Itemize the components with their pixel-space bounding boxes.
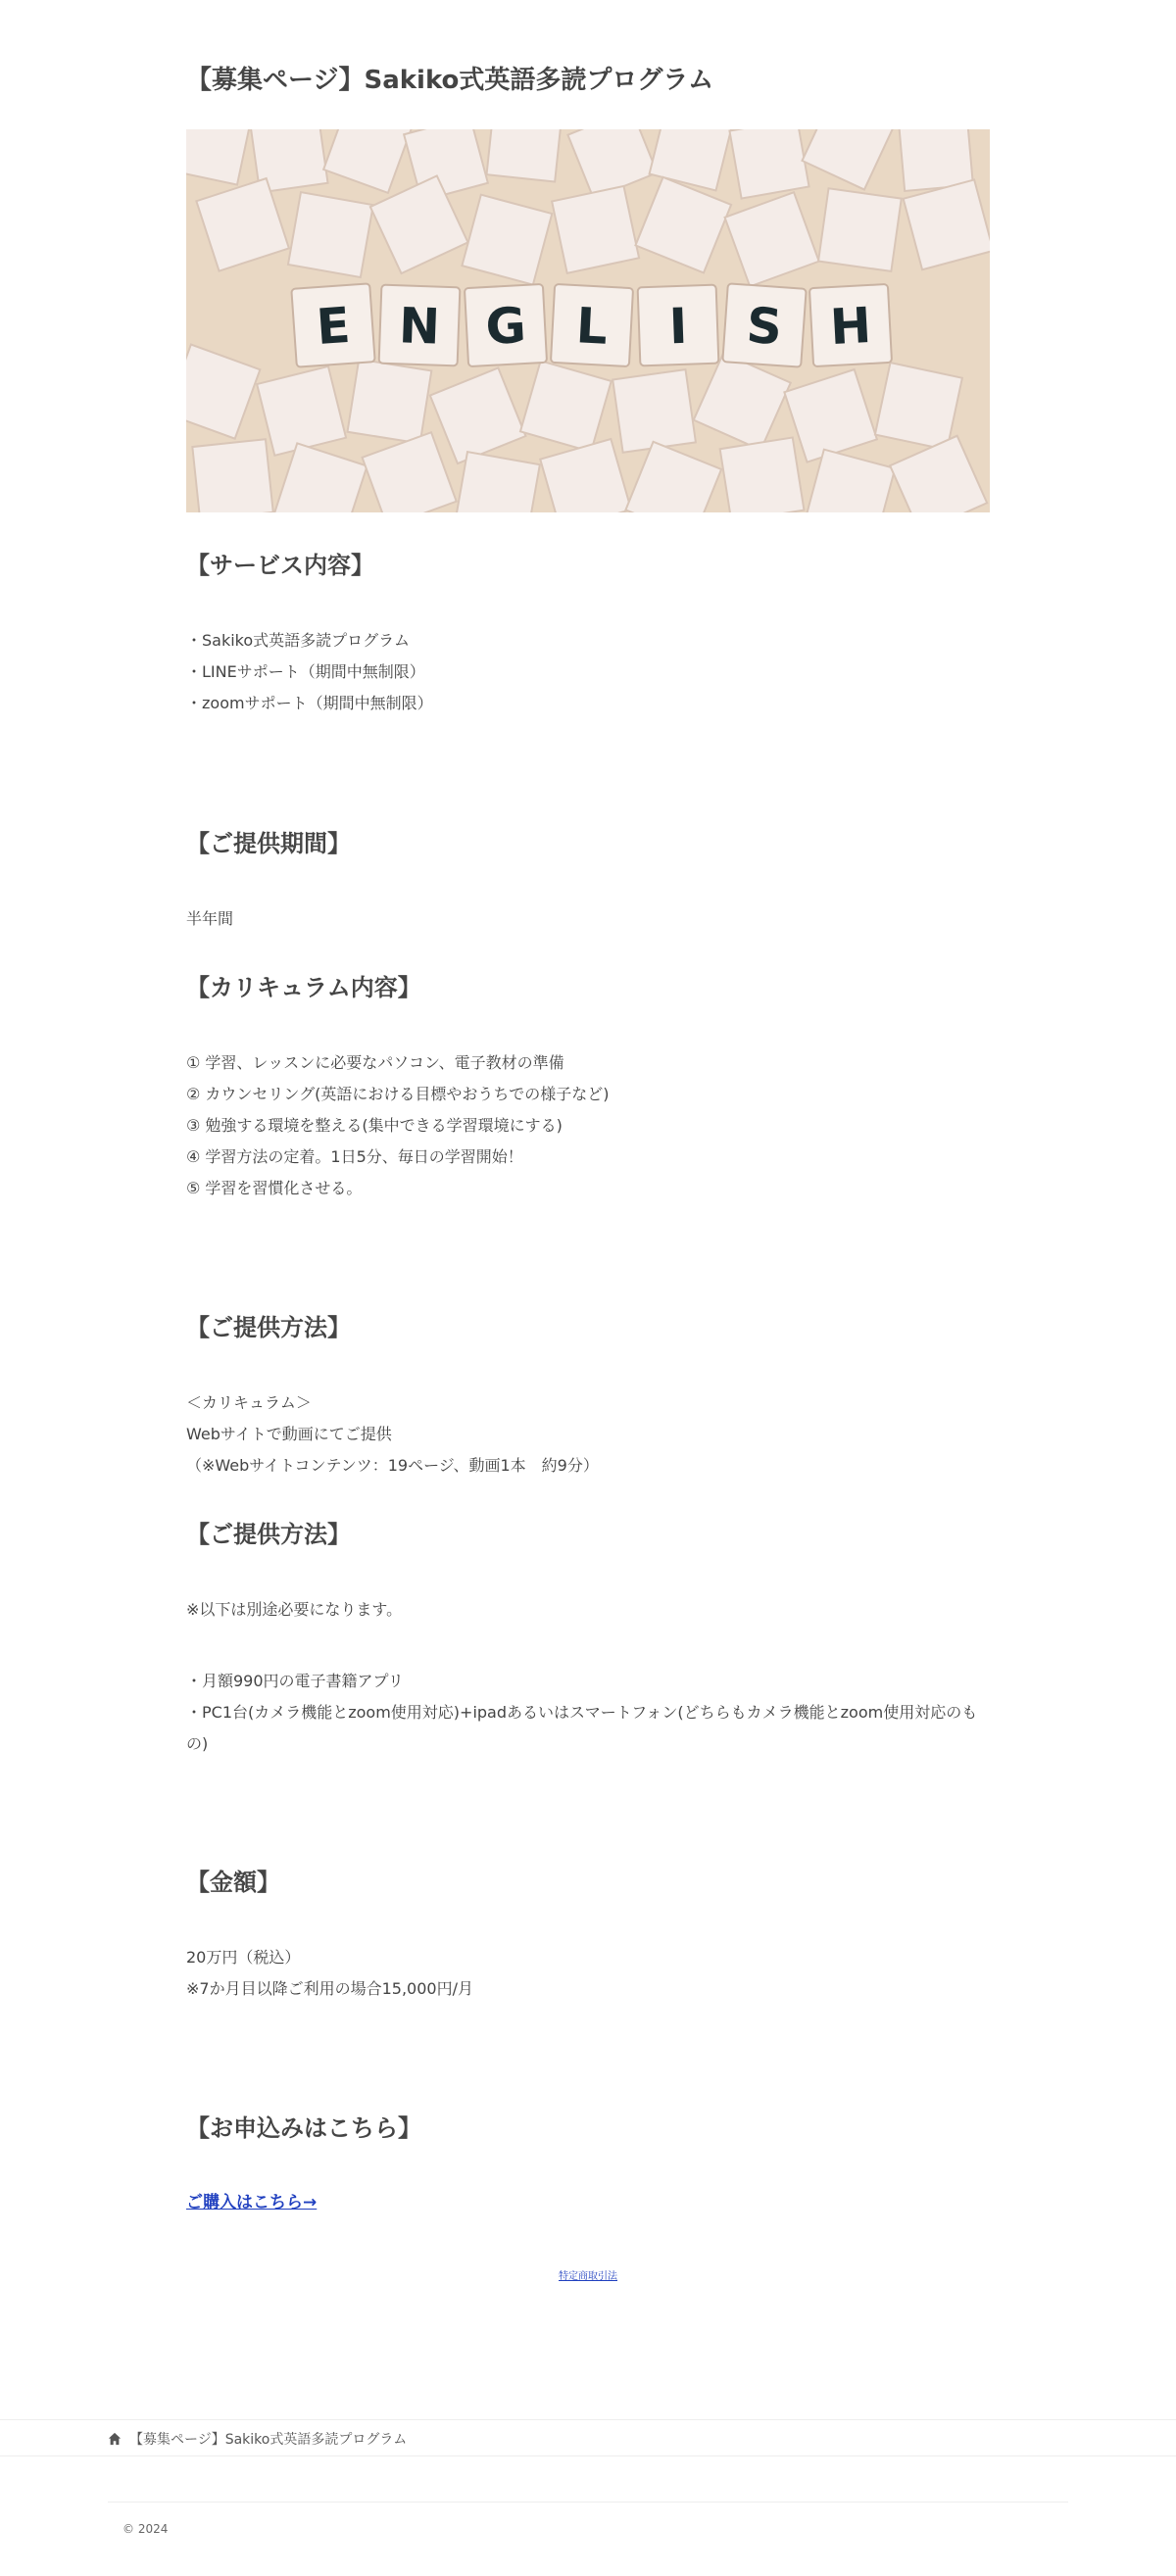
list-item: ※7か月目以降ご利用の場合15,000円/月 bbox=[186, 1979, 473, 1998]
period-text bbox=[186, 903, 990, 935]
svg-text:E: E bbox=[315, 296, 353, 357]
commercial-law-link[interactable]: 特定商取引法 bbox=[559, 2271, 617, 2282]
list-item: 20万円（税込） bbox=[186, 1948, 301, 1967]
svg-text:H: H bbox=[828, 296, 873, 357]
list-item: ② カウンセリング(英語における目標やおうちでの様子など) bbox=[186, 1085, 610, 1103]
breadcrumb-item[interactable] bbox=[108, 2429, 407, 2449]
letter-tile bbox=[465, 284, 547, 366]
price-heading: 【金額】 bbox=[186, 1869, 280, 1896]
footer-divider bbox=[108, 2502, 1068, 2503]
method2-heading: 【ご提供方法】 bbox=[186, 1521, 351, 1548]
curriculum-heading: 【カリキュラム内容】 bbox=[186, 974, 421, 1001]
service-heading: 【サービス内容】 bbox=[186, 552, 374, 579]
list-item: ・zoomサポート（期間中無制限） bbox=[186, 694, 433, 712]
list-item: ※以下は別途必要になります。 bbox=[186, 1600, 403, 1619]
method1-list bbox=[186, 1387, 990, 1482]
letter-tile bbox=[638, 285, 719, 366]
letter-tile bbox=[379, 285, 461, 366]
list-item: Webサイトで動画にてご提供 bbox=[186, 1425, 392, 1443]
letter-tile bbox=[551, 284, 633, 366]
copyright: © 2024 bbox=[122, 2522, 169, 2536]
svg-text:I: I bbox=[667, 297, 689, 356]
svg-text:G: G bbox=[484, 296, 528, 357]
home-icon bbox=[108, 2432, 122, 2446]
method1-heading: 【ご提供方法】 bbox=[186, 1314, 351, 1341]
curriculum-list bbox=[186, 1047, 990, 1204]
list-item: （※Webサイトコンテンツ：19ページ、動画1本 約9分） bbox=[186, 1456, 599, 1475]
letter-tile bbox=[722, 283, 806, 366]
method2-note bbox=[186, 1594, 990, 1626]
svg-text:L: L bbox=[574, 297, 610, 356]
svg-text:N: N bbox=[398, 297, 441, 356]
apply-heading: 【お申込みはこちら】 bbox=[186, 2114, 421, 2142]
list-item: 半年間 bbox=[186, 909, 234, 928]
service-list bbox=[186, 625, 990, 719]
breadcrumb bbox=[0, 2419, 1176, 2456]
list-item: ＜カリキュラム＞ bbox=[186, 1393, 312, 1412]
letter-tile bbox=[291, 283, 374, 366]
list-item: ④ 学習方法の定着。1日5分、毎日の学習開始！ bbox=[186, 1147, 523, 1166]
list-item: ③ 勉強する環境を整える(集中できる学習環境にする) bbox=[186, 1116, 563, 1135]
scrabble-tiles-image bbox=[186, 129, 990, 512]
list-item: ① 学習、レッスンに必要なパソコン、電子教材の準備 bbox=[186, 1053, 564, 1072]
method2-list bbox=[186, 1666, 990, 1760]
list-item: ・PC1台(カメラ機能とzoom使用対応)+ipadあるいはスマートフォン(どちらもカメラ機能とzoom使用対応のもの) bbox=[186, 1703, 978, 1753]
breadcrumb-label: 【募集ページ】Sakiko式英語多読プログラム bbox=[129, 2432, 408, 2448]
purchase-link[interactable]: ご購入はこちら→ bbox=[186, 2193, 318, 2212]
hero-image bbox=[186, 129, 990, 512]
list-item: ・月額990円の電子書籍アプリ bbox=[186, 1672, 404, 1690]
list-item: ・LINEサポート（期間中無制限） bbox=[186, 662, 425, 681]
period-heading: 【ご提供期間】 bbox=[186, 830, 351, 857]
list-item: ・Sakiko式英語多読プログラム bbox=[186, 631, 410, 650]
price-list bbox=[186, 1942, 990, 2005]
list-item: ⑤ 学習を習慣化させる。 bbox=[186, 1179, 363, 1197]
letter-tile bbox=[809, 284, 892, 366]
svg-text:S: S bbox=[744, 296, 784, 357]
page-title: 【募集ページ】Sakiko式英語多読プログラム bbox=[186, 66, 714, 95]
